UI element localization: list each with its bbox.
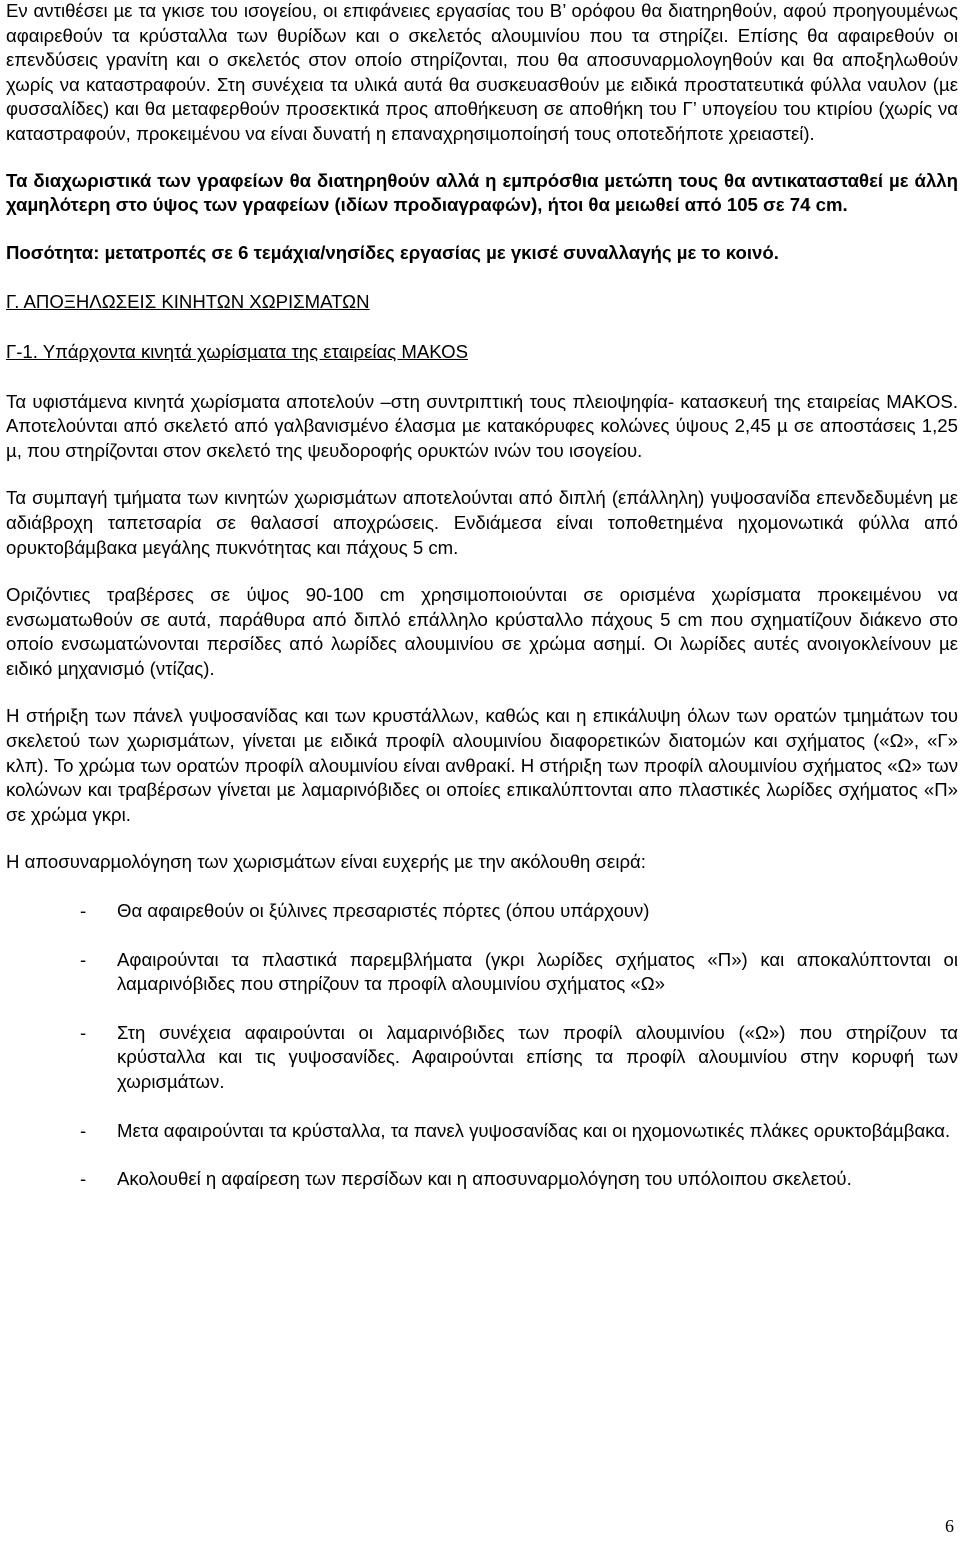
list-item-text: Αφαιρούνται τα πλαστικά παρεµβλήµατα (γκρι λωρίδες σχήµατος «Π») και αποκαλύπτονται οι λαµαρινόβιδες που στηρίζουν τα προφίλ αλουµινίου σχήµατος «Ω»	[117, 948, 958, 995]
list-item	[6, 1167, 958, 1192]
document-page	[6, 0, 958, 1192]
list-item	[6, 1119, 958, 1144]
list-dash: -	[80, 1168, 87, 1190]
list-item-text: Στη συνέχεια αφαιρούνται οι λαµαρινόβιδες των προφίλ αλουµινίου («Ω») που στηρίζουν τα κρύσταλλα και τις γυψοσανίδες. Αφαιρούνται επίσης τα προφίλ αλουµινίου στην κορυφή των χωρισµάτων.	[117, 1021, 958, 1092]
list-item	[6, 899, 958, 924]
list-item-text: Ακολουθεί η αφαίρεση των περσίδων και η αποσυναρµολόγηση του υπόλοιπου σκελετού.	[117, 1168, 852, 1190]
list-item-text: Θα αφαιρεθούν οι ξύλινες πρεσαριστές πόρτες (όπου υπάρχουν)	[117, 900, 650, 922]
sequence-intro-paragraph: Η αποσυναρµολόγηση των χωρισµάτων είναι ευχερής µε την ακόλουθη σειρά:	[6, 851, 646, 873]
list-dash: -	[80, 900, 87, 922]
list-dash: -	[80, 948, 87, 970]
page-number: 6	[945, 1516, 954, 1536]
list-item-text: Μετα αφαιρούνται τα κρύσταλλα, τα πανελ γυψοσανίδας και οι ηχοµονωτικές πλάκες ορυκτοβάµβακα.	[117, 1119, 951, 1141]
list-item	[6, 1021, 958, 1095]
list-dash: -	[80, 1021, 87, 1043]
panels-paragraph: Τα συµπαγή τµήµατα των κινητών χωρισµάτων αποτελούνται από διπλή (επάλληλη) γυψοσανίδα επενδεδυµένη µε αδιάβροχη ταπετσαρία σε θαλασσί αποχρώσεις. Ενδιάµεσα είναι τοποθετηµένα ηχοµονωτικά φύλλα από ορυκτοβάµβακα µεγάλης πυκνότητας και πάχους 5 cm.	[6, 487, 958, 558]
existing-partitions-paragraph: Τα υφιστάµενα κινητά χωρίσµατα αποτελούν –στη συντριπτική τους πλειοψηφία- κατασκευή της εταιρείας ΜΑΚΟS. Αποτελούνται από σκελετό από γαλβανισµένο έλασµα µε κατακόρυφες κολώνες ύψους 2,45 µ σε αποστάσεις 1,25 µ, που στηρίζονται στον σκελετό της ψευδοροφής ορυκτών ινών του ισογείου.	[6, 390, 958, 461]
quantity-paragraph: Ποσότητα: µετατροπές σε 6 τεµάχια/νησίδες εργασίας µε γκισέ συναλλαγής µε το κοινό.	[6, 241, 779, 263]
partitions-paragraph: Τα διαχωριστικά των γραφείων θα διατηρηθούν αλλά η εµπρόσθια µετώπη τους θα αντικατασταθεί µε άλλη χαµηλότερη στο ύψος των γραφείων (ιδίων προδιαγραφών), ήτοι θα µειωθεί από 105 σε 74 cm.	[6, 169, 958, 216]
disassembly-steps-list	[6, 899, 958, 1192]
traverses-paragraph: Οριζόντιες τραβέρσες σε ύψος 90-100 cm χρησιµοποιούνται σε ορισµένα χωρίσµατα προκειµένου να ενσωµατωθούν σε αυτά, παράθυρα από διπλό επάλληλο κρύσταλλο πάχους 5 cm που σχηµατίζουν διάκενο στο οποίο ενσωµατώνονται περσίδες από λωρίδες αλουµινίου σε χρώµα ασηµί. Οι λωρίδες αυτές ανοιγοκλείνουν µε ειδικό µηχανισµό (ντίζας).	[6, 584, 958, 679]
section-heading: Γ. ΑΠΟΞΗΛΩΣΕΙΣ ΚΙΝΗΤΩΝ ΧΩΡΙΣΜΑΤΩΝ	[6, 291, 370, 313]
subsection-heading: Γ-1. Υπάρχοντα κινητά χωρίσµατα της εταιρείας ΜΑΚΟS	[6, 340, 468, 362]
support-paragraph: Η στήριξη των πάνελ γυψοσανίδας και των κρυστάλλων, καθώς και η επικάλυψη όλων των ορατών τµηµάτων του σκελετού των χωρισµάτων, γίνεται µε ειδικά προφίλ αλουµινίου διαφορετικών διατοµών και σχήµατος («Ω», «Γ» κλπ). Το χρώµα των ορατών προφίλ αλουµινίου είναι ανθρακί. Η στήριξη των προφίλ αλουµινίου σχήµατος «Ω» των κολώνων και τραβέρσων γίνεται µε λαµαρινόβιδες οι οποίες επικαλύπτονται απο πλαστικές λωρίδες σχήµατος «Π» σε χρώµα γκρι.	[6, 705, 958, 825]
list-dash: -	[80, 1119, 87, 1141]
intro-paragraph: Εν αντιθέσει µε τα γκισε του ισογείου, οι επιφάνειες εργασίας του Β’ ορόφου θα διατηρηθούν, αφού προηγουµένως αφαιρεθούν τα κρύσταλλα των θυρίδων και ο σκελετός αλουµινίου που τα στηρίζει. Επίσης θα αφαιρεθούν οι επενδύσεις γρανίτη και ο σκελετός στον οποίο στηρίζονται, που θα αποσυναρµολογηθούν και θα αποξηλωθούν χωρίς να καταστραφούν. Στη συνέχεια τα υλικά αυτά θα συσκευασθούν µε ειδικά προστατευτικά φύλλα ναυλον (µε φυσσαλίδες) και θα µεταφερθούν προσεκτικά προς αποθήκευση σε αποθήκη του Γ’ υπογείου του κτιρίου (χωρίς να καταστραφούν, προκειµένου να είναι δυνατή η επαναχρησιµοποίησή τους οποτεδήποτε χρειαστεί).	[6, 0, 958, 144]
list-item	[6, 948, 958, 997]
